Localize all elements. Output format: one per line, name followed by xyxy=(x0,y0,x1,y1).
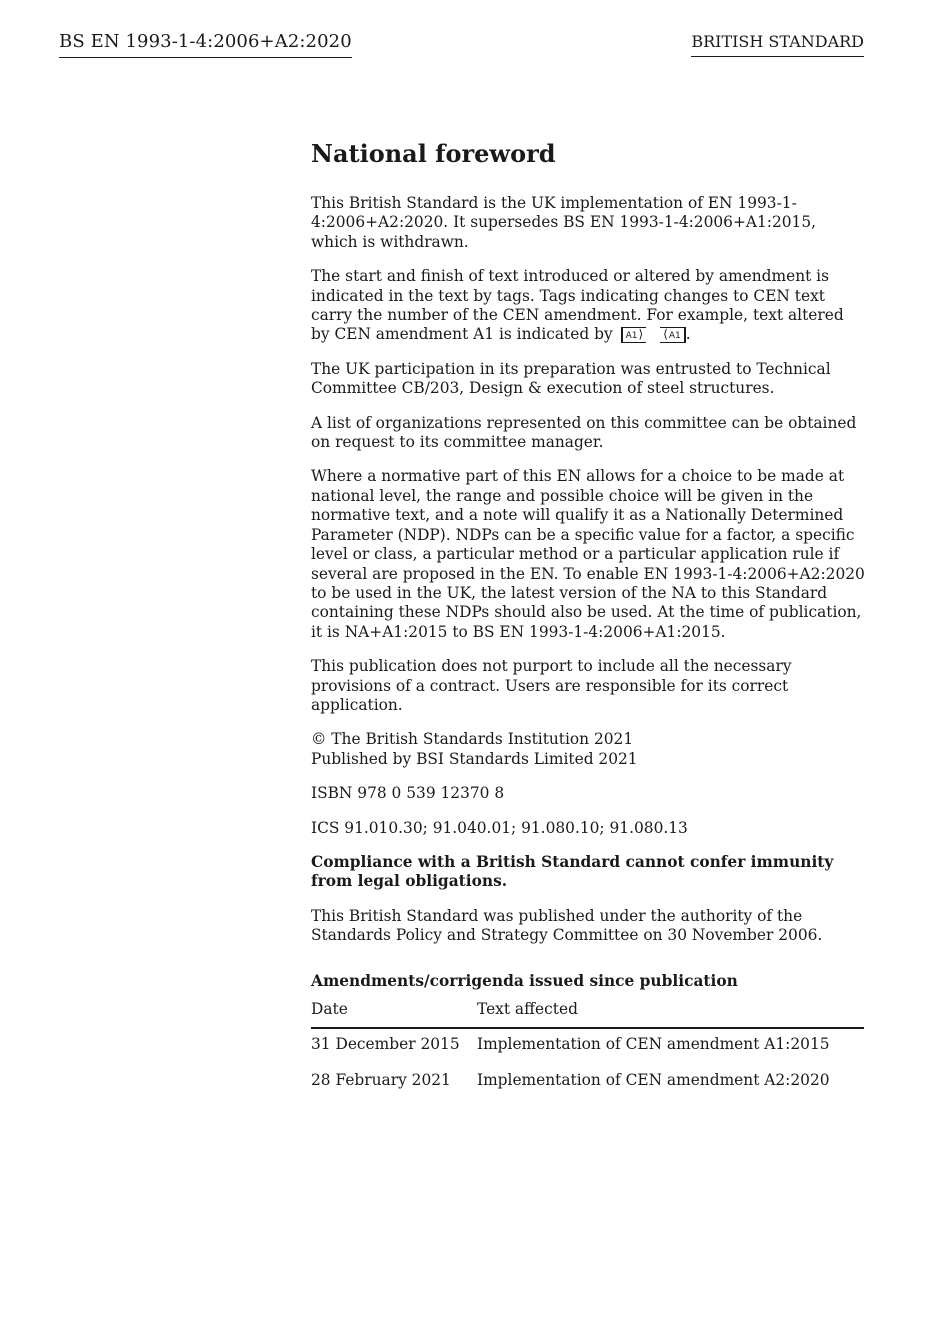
amendment-text: Implementation of CEN amendment A2:2020 xyxy=(477,1070,830,1089)
amendment-end-tag-icon: ⟨ A1 xyxy=(660,327,686,343)
amendment-start-tag-icon: A1 ⟩ xyxy=(621,327,647,343)
table-row xyxy=(311,1065,864,1101)
isbn: ISBN 978 0 539 12370 8 xyxy=(311,784,505,803)
committee-paragraph: The UK participation in its preparation was entrusted to Technical Committee CB/203, Design & execution of steel structures. xyxy=(311,359,831,398)
implementation-paragraph: This British Standard is the UK implementation of EN 1993-1-4:2006+A2:2020. It supersedes BS EN 1993-1-4:2006+A1:2015, which is withdrawn. xyxy=(311,194,817,251)
document-number: BS EN 1993-1-4:2006+A2:2020 xyxy=(59,31,352,58)
table-row xyxy=(311,1028,864,1065)
publisher-line: Published by BSI Standards Limited 2021 xyxy=(311,749,638,768)
column-header-date: Date xyxy=(311,1000,477,1028)
amendment-date: 28 February 2021 xyxy=(311,1070,451,1089)
ics-codes: ICS 91.010.30; 91.040.01; 91.080.10; 91.080.13 xyxy=(311,818,688,837)
national-foreword-section xyxy=(311,138,866,1101)
compliance-statement: Compliance with a British Standard cannot confer immunity from legal obligations. xyxy=(311,852,834,891)
section-title: National foreword xyxy=(311,139,556,168)
amendments-heading: Amendments/corrigenda issued since publication xyxy=(311,971,738,990)
column-header-text-affected: Text affected xyxy=(477,1000,864,1028)
amendments-table xyxy=(311,1000,864,1101)
copyright-line: © The British Standards Institution 2021 xyxy=(311,730,634,749)
provisions-paragraph: This publication does not purport to include all the necessary provisions of a contract. Users are responsible for its correct application. xyxy=(311,657,792,714)
amendment-date: 31 December 2015 xyxy=(311,1034,460,1053)
document-category: BRITISH STANDARD xyxy=(691,32,864,57)
table-header-row xyxy=(311,1000,864,1028)
ndp-paragraph: Where a normative part of this EN allows for a choice to be made at national level, the range and possible choice will be given in the normative text, and a note will qualify it as a Nationally Determined Parameter (NDP). NDPs can be a specific value for a factor, a specific level or class, a particular method or a particular application rule if several are proposed in the EN. To enable EN 1993-1-4:2006+A2:2020 to be used in the UK, the latest version of the NA to this Standard containing these NDPs should also be used. At the time of publication, it is NA+A1:2015 to BS EN 1993-1-4:2006+A1:2015. xyxy=(311,467,865,641)
organizations-paragraph: A list of organizations represented on this committee can be obtained on request to its committee manager. xyxy=(311,413,857,452)
amendment-tags-text: The start and finish of text introduced or altered by amendment is indicated in the text by tags. Tags indicating changes to CEN text carry the number of the CEN amendment. For example, text altered by CEN amendment A1 is indicated by xyxy=(311,267,844,344)
amendment-text: Implementation of CEN amendment A1:2015 xyxy=(477,1034,830,1053)
authority-paragraph: This British Standard was published under the authority of the Standards Policy and Strategy Committee on 30 November 2006. xyxy=(311,906,823,945)
copyright-block xyxy=(311,730,866,769)
amendment-tags-paragraph xyxy=(311,267,866,345)
amendment-tags-end: . xyxy=(685,325,691,344)
